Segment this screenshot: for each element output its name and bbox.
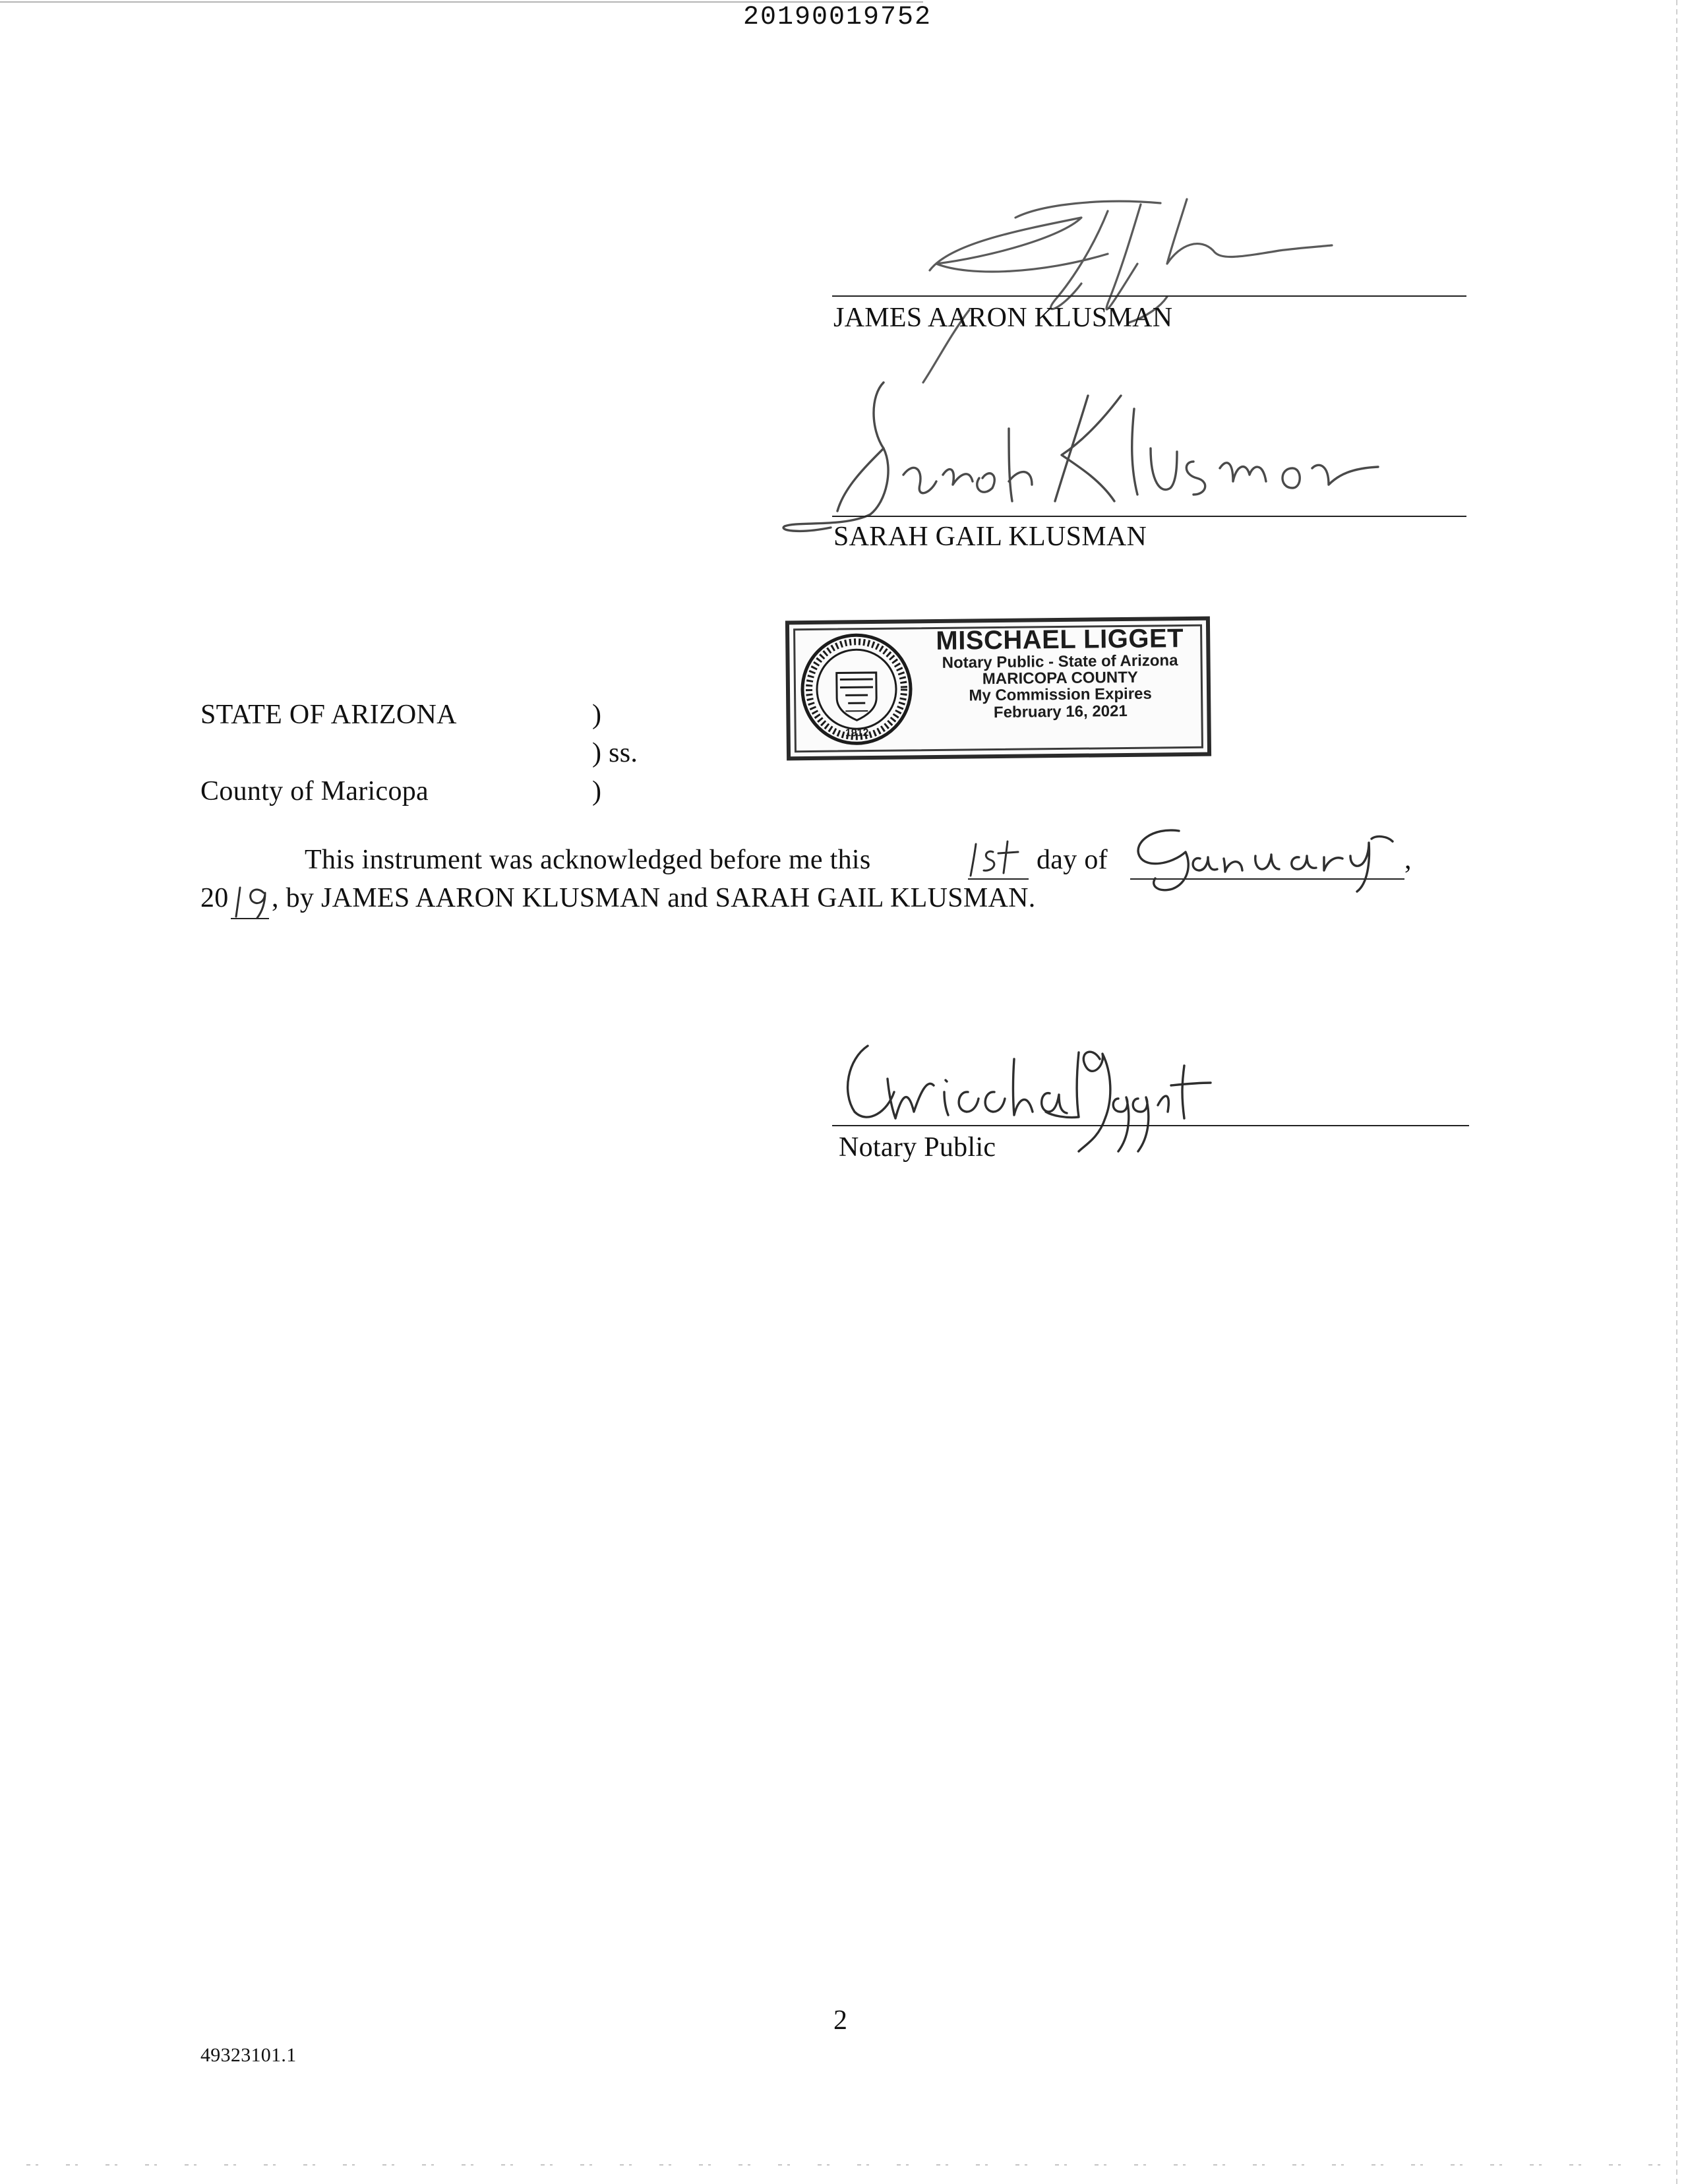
ack-text-before-day: This instrument was acknowledged before me this — [305, 845, 871, 875]
venue-paren-1: ) — [592, 700, 602, 730]
handwritten-day — [967, 836, 1033, 882]
handwritten-month — [1126, 823, 1403, 902]
venue-paren-2: ) ss. — [592, 738, 638, 768]
stamp-line-1: Notary Public - State of Arizona — [942, 652, 1178, 672]
document-id: 49323101.1 — [200, 2044, 297, 2066]
handwritten-year — [231, 876, 277, 922]
signature-james — [910, 191, 1332, 389]
seal-year: 1912 — [845, 727, 869, 739]
venue-paren-3: ) — [592, 776, 602, 806]
venue-state: STATE OF ARIZONA — [200, 700, 457, 730]
ack-text-day-of: day of — [1037, 845, 1108, 875]
notary-stamp — [785, 617, 1211, 761]
signature-line-james — [832, 295, 1466, 297]
ack-year-prefix: 20 — [200, 883, 229, 913]
recording-number: 20190019752 — [742, 3, 932, 32]
stamp-line-4: February 16, 2021 — [993, 702, 1128, 721]
notary-public-label: Notary Public — [839, 1132, 996, 1163]
signature-line-notary — [832, 1125, 1469, 1126]
stamp-text-block — [921, 624, 1199, 721]
ack-text-after-year: , by JAMES AARON KLUSMAN and SARAH GAIL KLUSMAN. — [272, 883, 1036, 913]
signatory-name-james: JAMES AARON KLUSMAN — [833, 303, 1173, 333]
stamp-line-3: My Commission Expires — [969, 684, 1152, 705]
signatory-name-sarah: SARAH GAIL KLUSMAN — [833, 522, 1147, 552]
notary-name: MISCHAEL LIGGET — [936, 624, 1184, 655]
venue-county: County of Maricopa — [200, 776, 429, 806]
scan-edge-bottom — [26, 2164, 1662, 2166]
signature-line-sarah — [832, 516, 1466, 517]
stamp-line-2: MARICOPA COUNTY — [982, 668, 1138, 688]
arizona-seal-icon — [799, 631, 915, 747]
scan-edge-right — [1676, 0, 1677, 2184]
ack-comma: , — [1404, 845, 1412, 875]
page-number: 2 — [833, 2005, 848, 2036]
